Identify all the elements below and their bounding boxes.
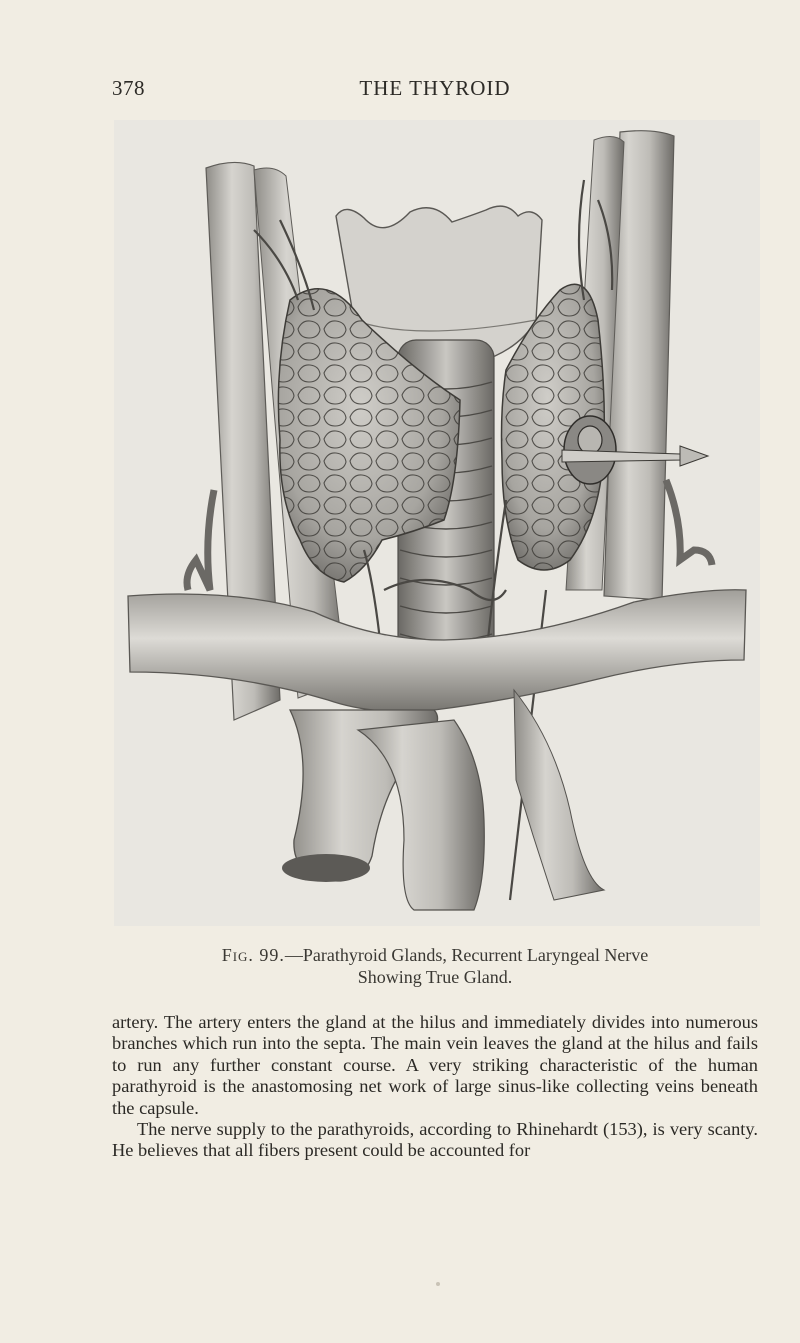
paragraph-2: The nerve supply to the parathyroids, according to Rhinehardt (153), is very scanty. He believes that all fibers present could be accounted for <box>112 1119 758 1161</box>
running-head: THE THYROID <box>359 76 511 100</box>
figure-caption <box>112 944 758 988</box>
thyroid-illustration <box>114 120 760 926</box>
caption-line-1 <box>112 944 758 966</box>
figure-label: Fig. 99. <box>221 945 285 965</box>
paragraph-1: artery. The artery enters the gland at the hilus and immediately divides into numerous branches which run into the septa. The main vein leaves the gland at the hilus and fails to run any further constant course. A very striking characteristic of the human parathyroid is the anastomosing net work of large sinus-like collecting veins beneath the capsule. <box>112 1012 758 1118</box>
caption-line-2: Showing True Gland. <box>357 967 513 987</box>
page-number: 378 <box>112 76 145 100</box>
caption-text-1: Parathyroid Glands, Recurrent Laryngeal Nerve <box>302 945 649 965</box>
caption-dash: — <box>284 945 303 965</box>
paper-speck <box>436 1282 440 1286</box>
anatomical-figure <box>114 120 760 926</box>
body-text <box>112 1012 758 1162</box>
page-header <box>112 76 758 106</box>
